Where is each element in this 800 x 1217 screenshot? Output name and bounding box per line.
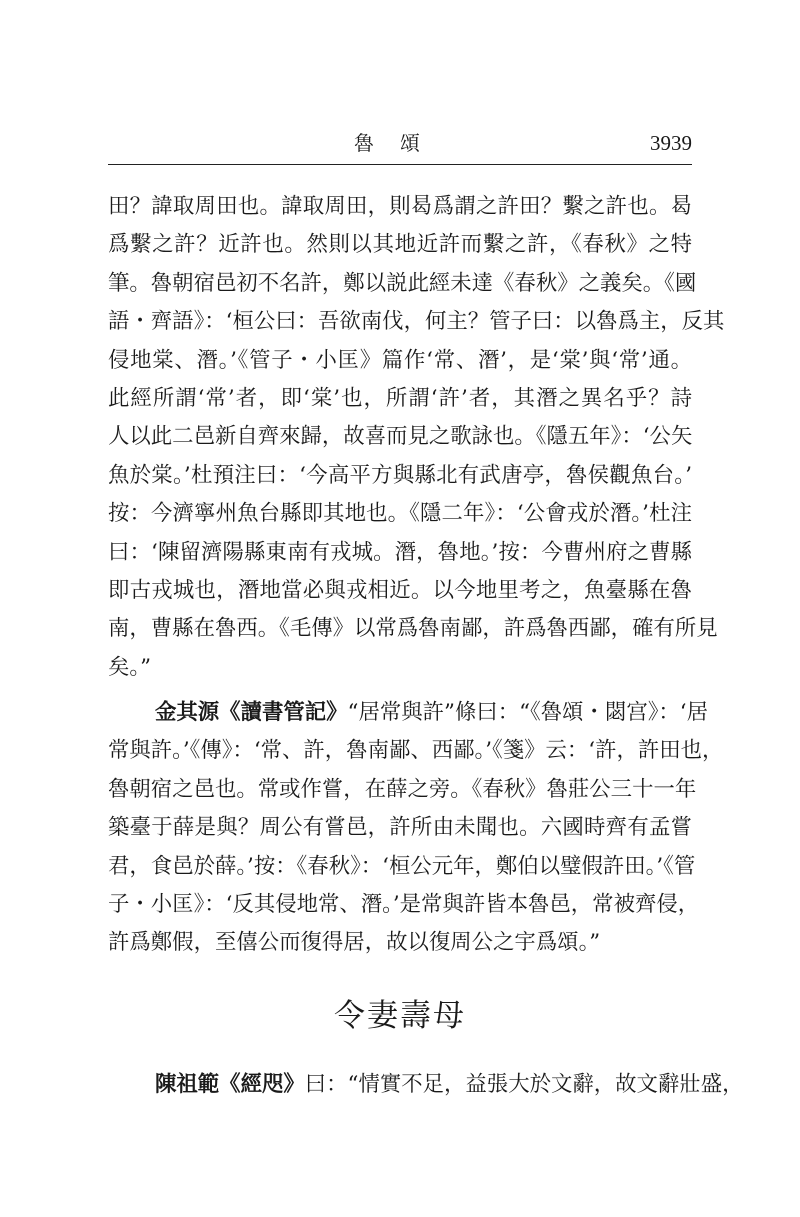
header-rule (108, 164, 692, 165)
text-line (108, 1066, 744, 1104)
text-line: 常與許。’《傳》：‘常、許，魯南鄙、西鄙。’《箋》云：‘許，許田也， (108, 738, 724, 764)
text-line: 人以此二邑新自齊來歸，故喜而見之歌詠也。《隱五年》：‘公矢 (108, 424, 693, 450)
text-line: 矣。” (108, 654, 152, 680)
text-line: 田？諱取周田也。諱取周田，則曷爲謂之許田？繫之許也。曷 (108, 194, 692, 219)
paragraph-3 (108, 1066, 744, 1104)
text-line: 曰：‘陳留濟陽縣東南有戎城。潛，魯地。’按：今曹州府之曹縣 (108, 539, 692, 565)
text-line: 許爲鄭假，至僖公而復得居，故以復周公之宇爲頌。” (108, 930, 601, 956)
text-line: 侵地棠、潛。’《管子・小匡》篇作‘常、潛’，是‘棠’與‘常’通。 (108, 347, 692, 373)
text-line: 爲繫之許？近許也。然則以其地近許而繫之許，《春秋》之特 (108, 232, 692, 258)
paragraph-1 (108, 188, 725, 687)
text-line: 南，曹縣在魯西。《毛傳》以常爲魯南鄙，許爲魯西鄙，確有所見 (108, 616, 718, 642)
text-line: 按：今濟寧州魚台縣即其地也。《隱二年》：‘公會戎於潛。’杜注 (108, 501, 692, 527)
page-number: 3939 (650, 131, 692, 155)
text-line (108, 694, 708, 732)
text-line: 君，食邑於薛。’按：《春秋》：‘桓公元年，鄭伯以璧假許田。’《管 (108, 853, 696, 879)
text-fragment: “居常與許”條曰：“《魯頌・閟宫》：‘居 (347, 700, 708, 725)
text-line: 魚於棠。’杜預注曰：‘今高平方與縣北有武唐亭，魯侯觀魚台。’ (108, 462, 692, 488)
cited-author: 陳祖範《經咫》 (155, 1072, 305, 1097)
text-line: 即古戎城也，潛地當必與戎相近。以今地里考之，魚臺縣在魯 (108, 577, 692, 603)
text-line: 築臺于薛是與？周公有嘗邑，許所由未聞也。六國時齊有孟嘗 (108, 815, 692, 841)
running-title: 魯頌 (354, 131, 446, 155)
paragraph-2 (108, 694, 724, 963)
running-header (108, 128, 692, 158)
text-line: 子・小匡》：‘反其侵地常、潛。’是常與許皆本魯邑，常被齊侵， (108, 891, 700, 917)
text-line: 筆。魯朝宿邑初不名許，鄭以説此經未達《春秋》之義矣。《國 (108, 270, 697, 296)
text-line: 此經所謂‘常’者，即‘棠’也，所謂‘許’者，其潛之異名乎？詩 (108, 385, 692, 411)
cited-author: 金其源《讀書管記》 (155, 700, 348, 725)
text-fragment: 曰：“情實不足，益張大於文辭，故文辭壯盛， (304, 1072, 744, 1097)
text-line: 魯朝宿之邑也。常或作嘗，在薛之旁。《春秋》魯莊公三十一年 (108, 776, 697, 802)
section-heading: 令妻壽母 (334, 998, 466, 1034)
text-line: 語・齊語》：‘桓公曰：吾欲南伐，何主？管子曰：以魯爲主，反其 (108, 309, 725, 335)
